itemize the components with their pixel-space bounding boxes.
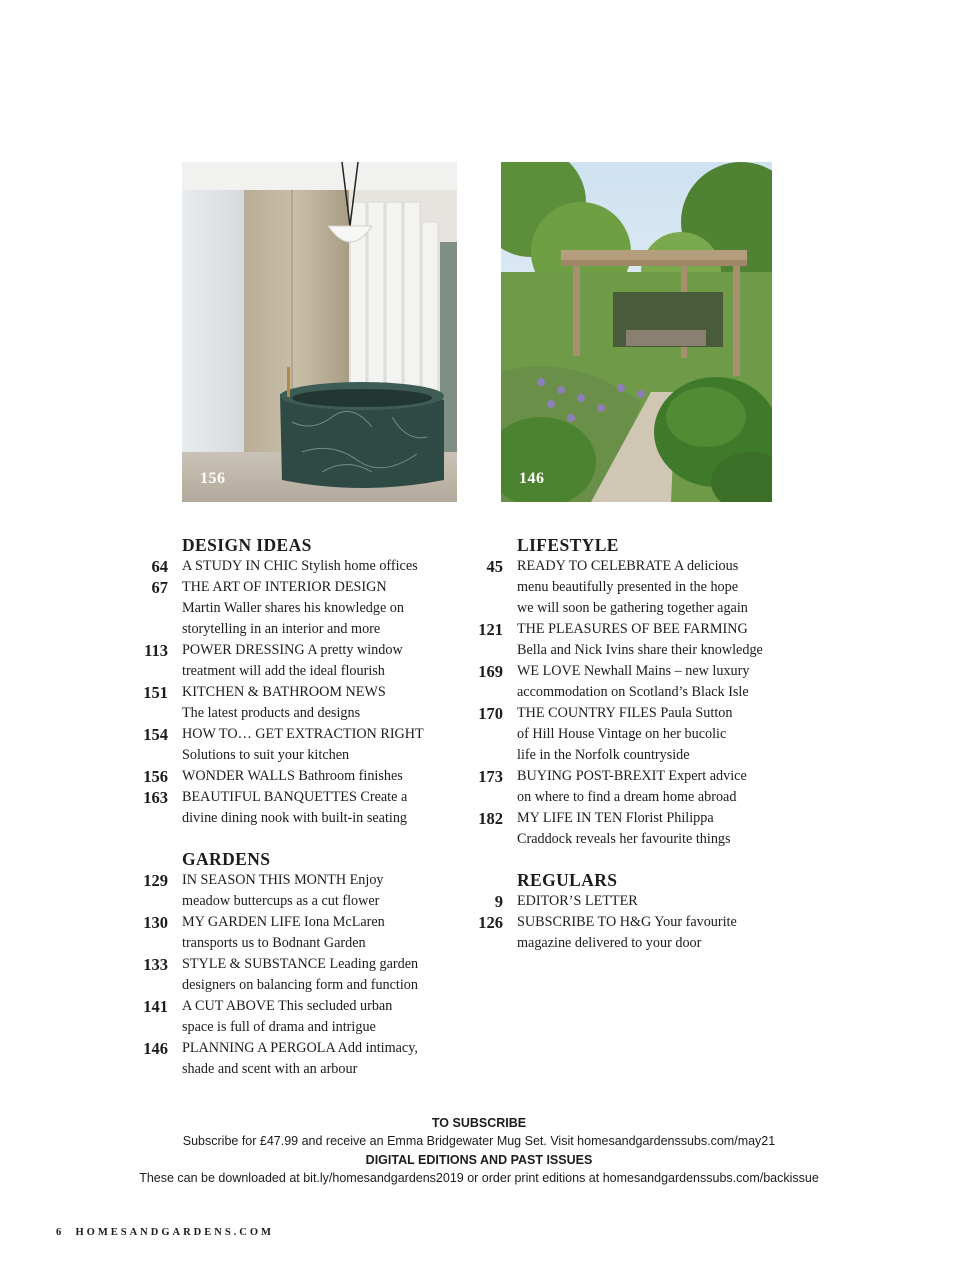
garden-pergola-photo	[501, 162, 772, 502]
entry-description	[182, 766, 447, 787]
entry-page-number: 169	[478, 662, 503, 681]
bathroom-photo	[182, 162, 457, 502]
entry-line: IN SEASON THIS MONTH Enjoy	[182, 872, 384, 888]
entry-description	[182, 682, 447, 724]
section-title-lifestyle: LIFESTYLE	[517, 535, 619, 555]
entry-line: MY LIFE IN TEN Florist Philippa	[517, 810, 714, 826]
entry-description	[182, 1038, 447, 1080]
entry-line: of Hill House Vintage on her bucolic	[517, 726, 727, 742]
entry-description	[182, 870, 447, 912]
entry-page-number: 64	[151, 557, 168, 576]
entry-line: A CUT ABOVE This secluded urban	[182, 998, 393, 1014]
contents-entry	[130, 556, 450, 577]
entry-line: treatment will add the ideal flourish	[182, 663, 385, 679]
entry-page-number: 151	[143, 683, 168, 702]
entry-description	[182, 996, 447, 1038]
entry-line: THE ART OF INTERIOR DESIGN	[182, 579, 387, 595]
contents-entry	[130, 577, 450, 640]
gardens-list	[130, 870, 450, 1080]
entry-line: THE COUNTRY FILES Paula Sutton	[517, 705, 733, 721]
entry-page-number: 141	[143, 997, 168, 1016]
entry-line: EDITOR’S LETTER	[517, 893, 638, 909]
entry-line: PLANNING A PERGOLA Add intimacy,	[182, 1040, 418, 1056]
subscribe-text: Subscribe for £47.99 and receive an Emma Bridgewater Mug Set. Visit homesandgardenssubs.com/may21	[182, 1134, 776, 1148]
entry-description	[517, 703, 782, 766]
entry-line: THE PLEASURES OF BEE FARMING	[517, 621, 748, 637]
entry-line: Martin Waller shares his knowledge on	[182, 600, 404, 616]
entry-line: WONDER WALLS Bathroom finishes	[182, 768, 403, 784]
entry-description	[517, 661, 782, 703]
digital-editions-text: These can be downloaded at bit.ly/homesandgardens2019 or order print editions at homesandgardenssubs.com/backissue	[139, 1171, 819, 1185]
entry-page-number: 170	[478, 704, 503, 723]
contents-entry	[130, 1038, 450, 1080]
contents-entry	[130, 787, 450, 829]
footer-site: HOMESANDGARDENS.COM	[75, 1227, 274, 1238]
entry-description	[182, 787, 447, 829]
entry-line: POWER DRESSING A pretty window	[182, 642, 403, 658]
entry-line: BUYING POST-BREXIT Expert advice	[517, 768, 747, 784]
contents-entry	[130, 996, 450, 1038]
contents-entry	[465, 661, 785, 703]
photo-page-ref-right: 146	[519, 470, 545, 487]
entry-line: menu beautifully presented in the hope	[517, 579, 739, 595]
entry-description	[517, 891, 782, 912]
entry-description	[517, 619, 782, 661]
subscribe-heading: TO SUBSCRIBE	[431, 1116, 527, 1130]
contents-entry	[465, 703, 785, 766]
entry-description	[517, 912, 782, 954]
entry-description	[182, 640, 447, 682]
entry-line: WE LOVE Newhall Mains – new luxury	[517, 663, 750, 679]
entry-page-number: 113	[144, 641, 168, 660]
contents-entry	[130, 724, 450, 766]
entry-page-number: 126	[478, 913, 503, 932]
entry-line: BEAUTIFUL BANQUETTES Create a	[182, 789, 408, 805]
entry-page-number: 121	[478, 620, 503, 639]
lifestyle-list	[465, 556, 785, 850]
entry-line: designers on balancing form and function	[182, 977, 418, 993]
entry-description	[517, 766, 782, 808]
entry-page-number: 67	[151, 578, 168, 597]
section-title-regulars: REGULARS	[517, 870, 618, 890]
entry-description	[182, 724, 447, 766]
contents-entry	[465, 766, 785, 808]
entry-page-number: 173	[478, 767, 503, 786]
digital-editions-heading: DIGITAL EDITIONS AND PAST ISSUES	[365, 1153, 593, 1167]
entry-description	[517, 808, 782, 850]
design-ideas-list	[130, 556, 450, 829]
entry-page-number: 130	[143, 913, 168, 932]
entry-line: transports us to Bodnant Garden	[182, 935, 366, 951]
entry-line: STYLE & SUBSTANCE Leading garden	[182, 956, 419, 972]
entry-description	[517, 556, 782, 619]
entry-line: accommodation on Scotland’s Black Isle	[517, 684, 749, 700]
entry-line: shade and scent with an arbour	[182, 1061, 358, 1077]
entry-line: life in the Norfolk countryside	[517, 747, 690, 763]
entry-page-number: 133	[143, 955, 168, 974]
entry-description	[182, 954, 447, 996]
entry-line: we will soon be gathering together again	[517, 600, 748, 616]
entry-page-number: 156	[143, 767, 168, 786]
entry-line: KITCHEN & BATHROOM NEWS	[182, 684, 386, 700]
entry-page-number: 182	[478, 809, 503, 828]
entry-line: divine dining nook with built-in seating	[182, 810, 408, 826]
entry-line: SUBSCRIBE TO H&G Your favourite	[517, 914, 737, 930]
entry-line: The latest products and designs	[182, 705, 361, 721]
entry-page-number: 129	[143, 871, 168, 890]
entry-page-number: 163	[143, 788, 168, 807]
contents-entry	[465, 891, 785, 912]
entry-description	[182, 912, 447, 954]
contents-entry	[465, 556, 785, 619]
page-footer	[56, 1227, 274, 1238]
contents-entry	[465, 619, 785, 661]
section-title-design-ideas: DESIGN IDEAS	[182, 535, 312, 555]
contents-entry	[130, 682, 450, 724]
entry-description	[182, 577, 447, 640]
entry-line: storytelling in an interior and more	[182, 621, 381, 637]
contents-entry	[130, 954, 450, 996]
entry-line: MY GARDEN LIFE Iona McLaren	[182, 914, 385, 930]
regulars-list	[465, 891, 785, 954]
entry-line: on where to find a dream home abroad	[517, 789, 737, 805]
subscription-info	[0, 1114, 958, 1188]
entry-line: HOW TO… GET EXTRACTION RIGHT	[182, 726, 424, 742]
entry-page-number: 9	[494, 892, 503, 911]
entry-page-number: 154	[143, 725, 168, 744]
contents-entry	[130, 912, 450, 954]
section-title-gardens: GARDENS	[182, 849, 271, 869]
entry-page-number: 45	[486, 557, 503, 576]
photo-page-ref-left: 156	[200, 470, 226, 487]
entry-line: magazine delivered to your door	[517, 935, 702, 951]
entry-line: A STUDY IN CHIC Stylish home offices	[182, 558, 418, 574]
contents-entry	[130, 640, 450, 682]
entry-line: Bella and Nick Ivins share their knowledge	[517, 642, 763, 658]
entry-line: Craddock reveals her favourite things	[517, 831, 731, 847]
contents-entry	[465, 912, 785, 954]
entry-line: space is full of drama and intrigue	[182, 1019, 376, 1035]
contents-entry	[130, 766, 450, 787]
page-number: 6	[56, 1227, 65, 1238]
contents-column-left	[130, 534, 450, 1080]
entry-description	[182, 556, 447, 577]
contents-entry	[465, 808, 785, 850]
entry-line: READY TO CELEBRATE A delicious	[517, 558, 739, 574]
contents-column-right	[465, 534, 785, 954]
entry-page-number: 146	[143, 1039, 168, 1058]
entry-line: meadow buttercups as a cut flower	[182, 893, 380, 909]
entry-line: Solutions to suit your kitchen	[182, 747, 350, 763]
contents-entry	[130, 870, 450, 912]
